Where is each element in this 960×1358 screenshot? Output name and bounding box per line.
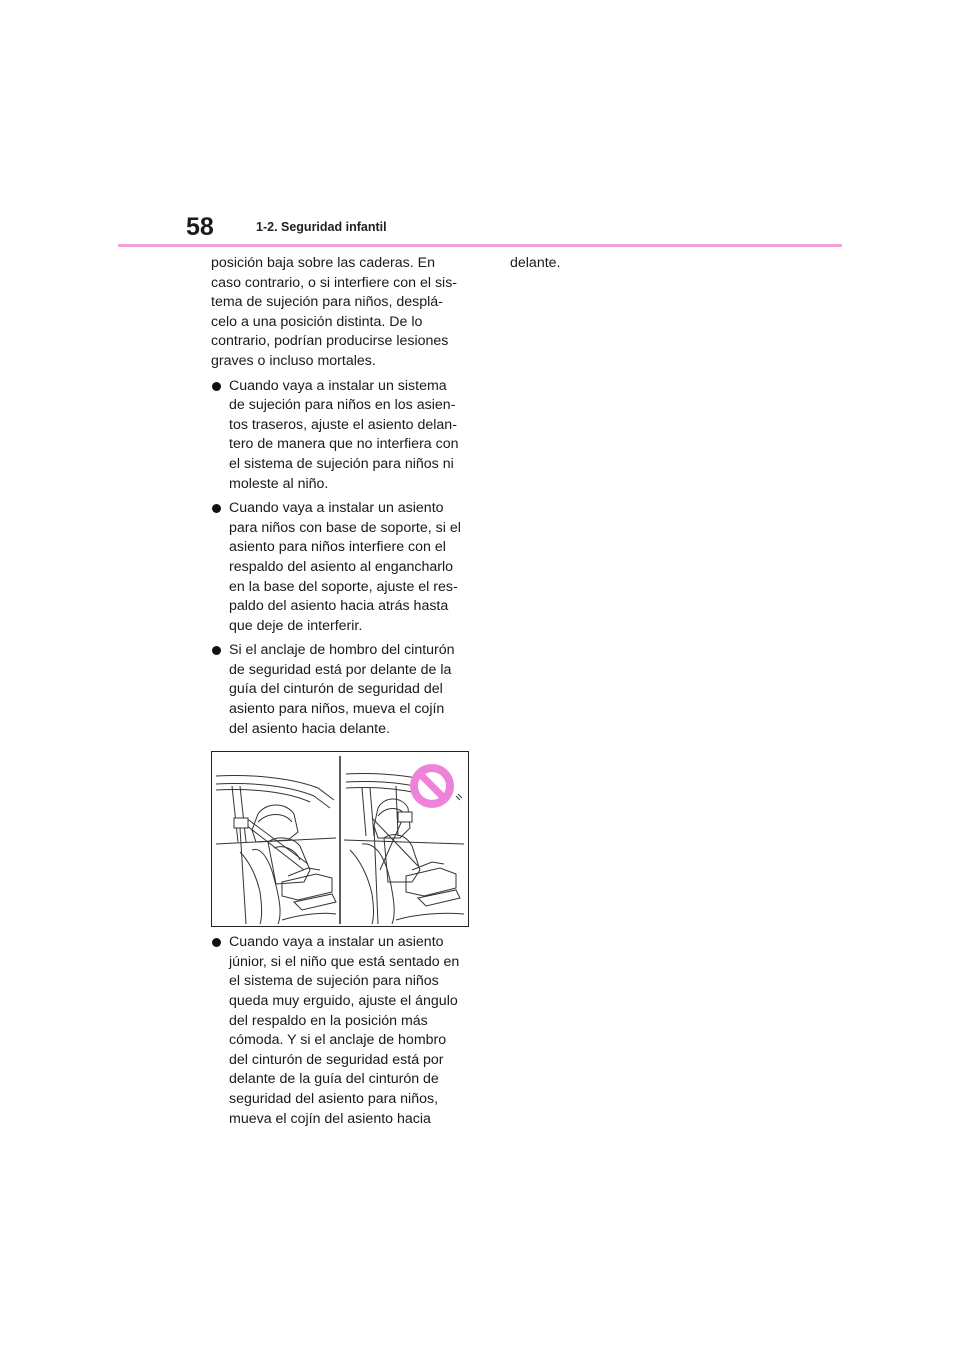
text-line: posición baja sobre las caderas. En [211,255,435,271]
text-line: en la base del soporte, ajuste el res- [229,578,458,595]
text-line: asiento para niños, mueva el cojín [229,701,445,718]
bullet-dot-icon [212,382,221,391]
text-line: contrario, podrían producirse lesiones [211,333,449,350]
bullet-item [211,377,473,495]
text-line: moleste al niño. [229,475,329,492]
right-column [510,254,772,274]
bullet-dot-icon [212,504,221,513]
text-line: el sistema de sujeción para niños [229,973,439,990]
text-line: delante de la guía del cinturón de [229,1071,439,1088]
text-line: del asiento hacia delante. [229,720,390,737]
left-column [211,254,473,1129]
page-number: 58 [186,213,214,241]
bullet-dot-icon [212,646,221,655]
text-line: seguridad del asiento para niños, [229,1091,439,1107]
text-line: del cinturón de seguridad está por [229,1051,444,1068]
text-line: queda muy erguido, ajuste el ángulo [229,993,458,1010]
text-line: Cuando vaya a instalar un sistema [229,377,447,394]
continuation-paragraph [510,254,772,274]
text-line: caso contrario, o si interfiere con el sis- [211,274,458,291]
text-line: paldo del asiento hacia atrás hasta [229,598,449,615]
text-line: que deje de interferir. [229,617,363,634]
text-line: respaldo del asiento al engancharlo [229,558,454,575]
text-line: Cuando vaya a instalar un asiento [229,934,444,951]
text-line: delante. [510,255,561,271]
text-line: celo a una posición distinta. De lo [211,313,423,330]
prohibition-icon [410,764,454,808]
bullet-item [211,499,473,636]
seat-illustration [211,751,469,927]
text-line: para niños con base de soporte, si el [229,519,461,536]
text-line: mueva el cojín del asiento hacia [229,1110,431,1127]
text-line: tero de manera que no interfiera con [229,436,459,453]
bullet-item [211,641,473,739]
text-line: del respaldo en la posición más [229,1012,428,1029]
text-line: tema de sujeción para niños, desplá- [211,294,443,311]
text-line: cómoda. Y si el anclaje de hombro [229,1032,447,1049]
text-line: de seguridad está por delante de la [229,661,452,678]
intro-paragraph [211,254,473,372]
text-line: el sistema de sujeción para niños ni [229,455,454,472]
bullet-item [211,933,473,1129]
text-line: júnior, si el niño que está sentado en [229,953,460,970]
bullet-dot-icon [212,938,221,947]
text-line: guía del cinturón de seguridad del [229,681,443,698]
text-line: Cuando vaya a instalar un asiento [229,500,444,517]
header-rule [118,244,842,247]
section-title: 1-2. Seguridad infantil [256,220,387,234]
text-line: tos traseros, ajuste el asiento delan- [229,416,457,433]
seat-illustration-drawing [212,752,468,926]
text-line: asiento para niños interfiere con el [229,539,446,556]
text-line: graves o incluso mortales. [211,352,376,369]
text-line: de sujeción para niños en los asien- [229,397,456,414]
text-line: Si el anclaje de hombro del cinturón [229,642,455,659]
correct-installation-panel [216,776,336,925]
